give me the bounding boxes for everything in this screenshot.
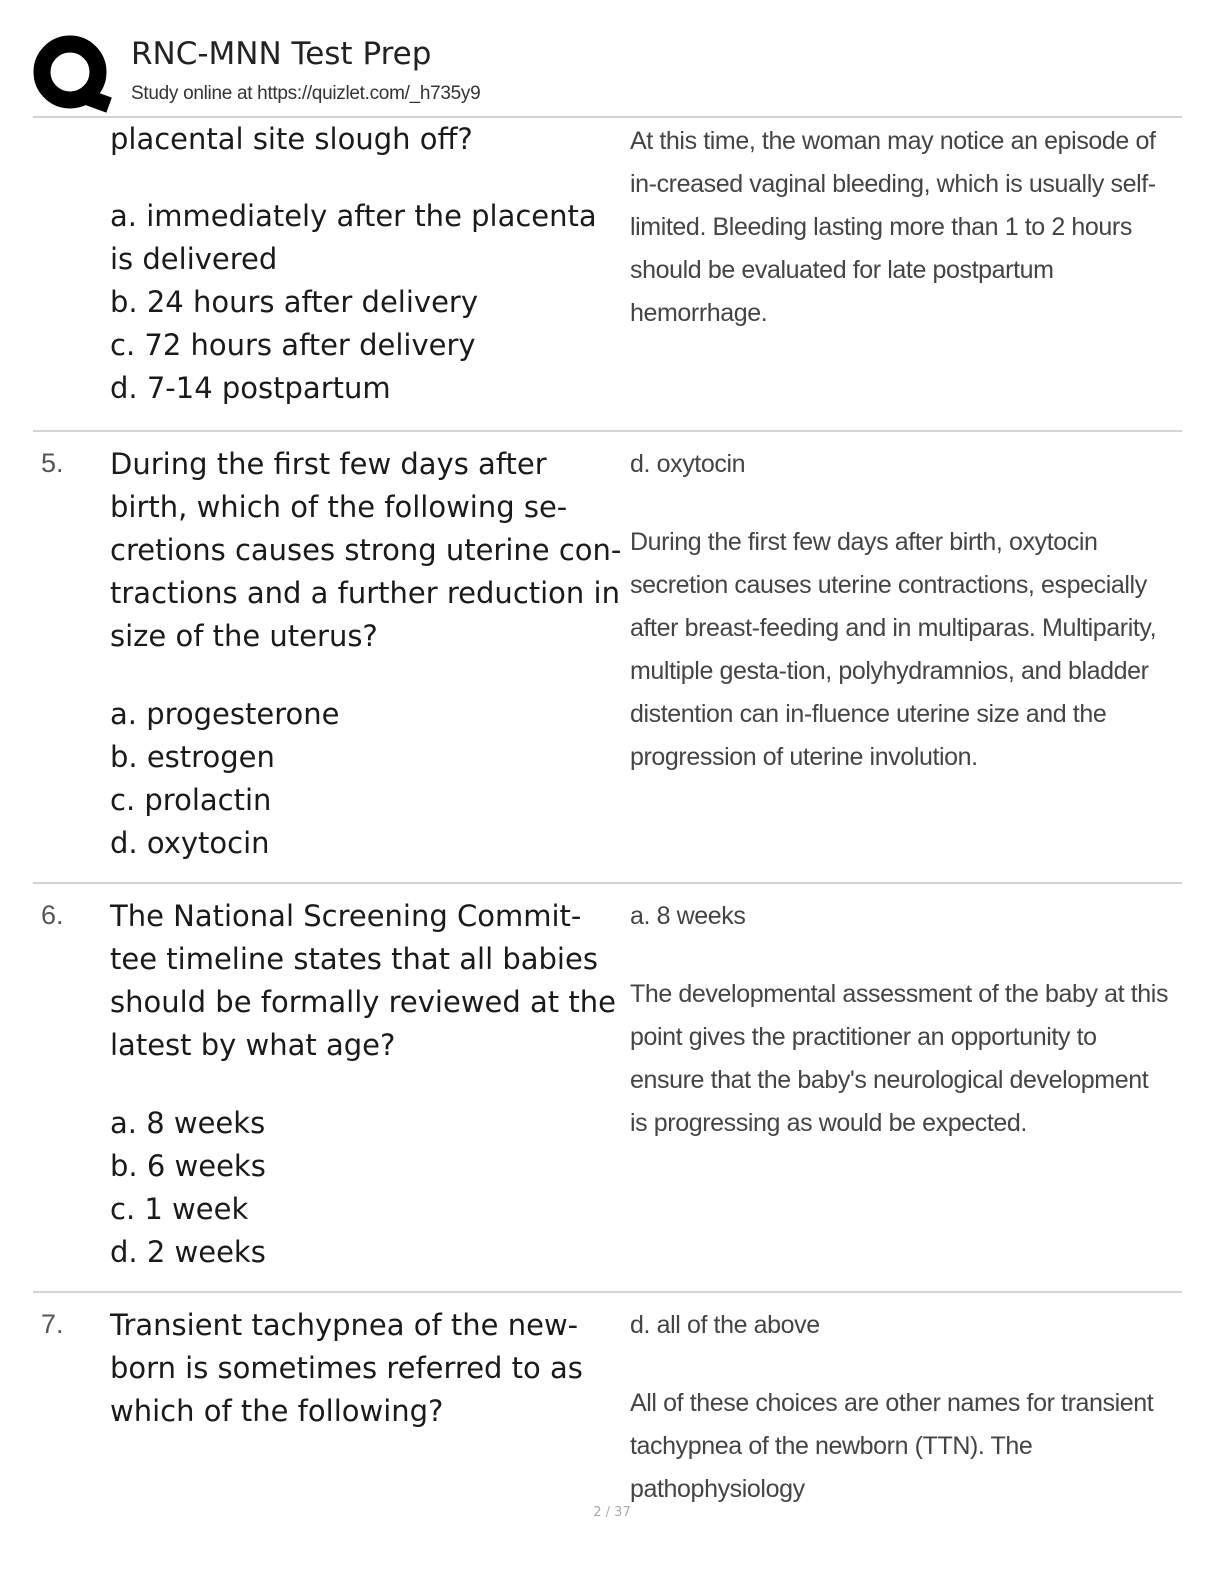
option-item: d. 7-14 postpartum — [110, 371, 391, 405]
options-list — [110, 195, 625, 410]
options-list — [110, 1102, 625, 1274]
question-block — [110, 895, 625, 1274]
explanation-text: All of these choices are other names for transient tachypnea of the newborn (TTN). The pathophysiology — [630, 1389, 1154, 1503]
divider — [33, 1291, 1182, 1293]
quizlet-logo-icon — [32, 34, 112, 114]
explanation-text: The developmental assessment of the baby at this point gives the practitioner an opportunity to ensure that the baby's neurological development is progressing as would be expected. — [630, 980, 1169, 1137]
question-block — [110, 118, 625, 410]
deck-title: RNC-MNN Test Prep — [131, 36, 432, 72]
option-item: d. oxytocin — [110, 826, 270, 860]
answer-block — [630, 120, 1170, 335]
question-text: Transient tachypnea of the new-born is sometimes referred to as which of the following? — [110, 1308, 583, 1428]
question-block — [110, 1304, 625, 1433]
options-list — [110, 693, 625, 865]
question-text: During the first few days after birth, which of the following se-cretions causes strong uterine con-tractions and a further reduction in size of the uterus? — [110, 447, 622, 653]
option-item: c. prolactin — [110, 783, 272, 817]
answer-block — [630, 1304, 1170, 1511]
explanation-text: At this time, the woman may notice an episode of in-creased vaginal bleeding, which is usually self-limited. Bleeding lasting more than 1 to 2 hours should be evaluated for late postpartum hemorrhage. — [630, 127, 1156, 327]
answer-block — [630, 895, 1170, 1145]
option-item: a. progesterone — [110, 697, 340, 731]
explanation-text: During the first few days after birth, oxytocin secretion causes uterine contractions, especially after breast-feeding and in multiparas. Multiparity, multiple gesta-tion, polyhydramnios, and bladder distention can in-fluence uterine size and the progression of uterine involution. — [630, 528, 1157, 771]
question-text: The National Screening Commit-tee timeline states that all babies should be formally reviewed at the latest by what age? — [110, 899, 616, 1062]
option-item: c. 72 hours after delivery — [110, 328, 476, 362]
answer-block — [630, 443, 1170, 779]
answer-text: a. 8 weeks — [630, 902, 746, 930]
divider — [33, 882, 1182, 884]
card-number: 6. — [41, 900, 64, 930]
option-item: c. 1 week — [110, 1192, 249, 1226]
study-url: Study online at https://quizlet.com/_h735y9 — [131, 83, 481, 104]
option-item: a. 8 weeks — [110, 1106, 266, 1140]
option-item: b. estrogen — [110, 740, 275, 774]
card-number: 5. — [41, 448, 64, 478]
card-number: 7. — [41, 1309, 64, 1339]
option-item: b. 6 weeks — [110, 1149, 266, 1183]
page-number: 2 / 37 — [593, 1505, 631, 1520]
question-block — [110, 443, 625, 865]
answer-text: d. all of the above — [630, 1311, 820, 1339]
page-header — [0, 0, 1224, 118]
question-text: placental site slough off? — [110, 122, 473, 156]
answer-text: d. oxytocin — [630, 450, 746, 478]
divider — [33, 430, 1182, 432]
option-item: b. 24 hours after delivery — [110, 285, 478, 319]
option-item: a. immediately after the placenta is delivered — [110, 199, 597, 276]
option-item: d. 2 weeks — [110, 1235, 266, 1269]
